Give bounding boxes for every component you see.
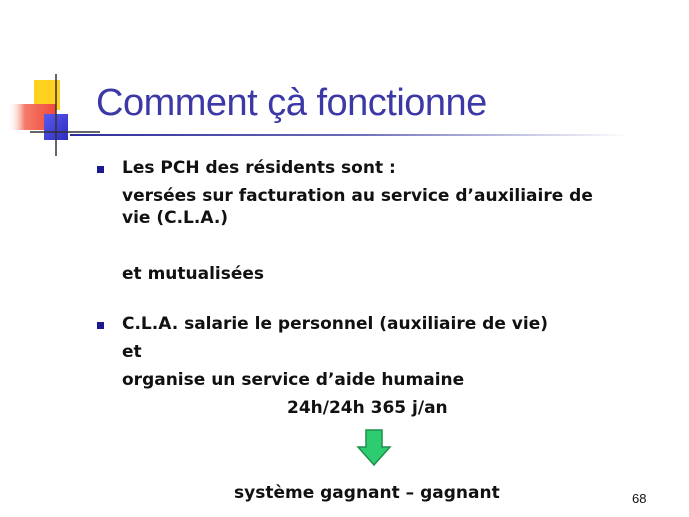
conclusion-text: système gagnant – gagnant bbox=[234, 483, 500, 503]
page-number: 68 bbox=[632, 491, 647, 506]
slide-title: Comment çà fonctionne bbox=[96, 82, 487, 124]
bullet-square-1 bbox=[97, 166, 104, 173]
bullet-square-2 bbox=[97, 322, 104, 329]
bullet-2-line-3: organise un service d’aide humaine bbox=[122, 370, 465, 390]
bullet-2-line-4: 24h/24h 365 j/an bbox=[287, 398, 448, 418]
bullet-2-text: C.L.A. salarie le personnel (auxiliaire de vie) bbox=[122, 314, 549, 334]
bullet-1-line-3: vie (C.L.A.) bbox=[122, 208, 229, 228]
down-arrow-icon bbox=[356, 429, 392, 467]
bullet-1-text: Les PCH des résidents sont : bbox=[122, 158, 396, 178]
bullet-1-line-2: versées sur facturation au service d’auxiliaire de bbox=[122, 186, 593, 206]
title-underline bbox=[70, 134, 630, 136]
corner-decoration bbox=[0, 60, 110, 160]
bullet-2-line-2: et bbox=[122, 342, 142, 362]
bullet-1-line-4: et mutualisées bbox=[122, 264, 265, 284]
